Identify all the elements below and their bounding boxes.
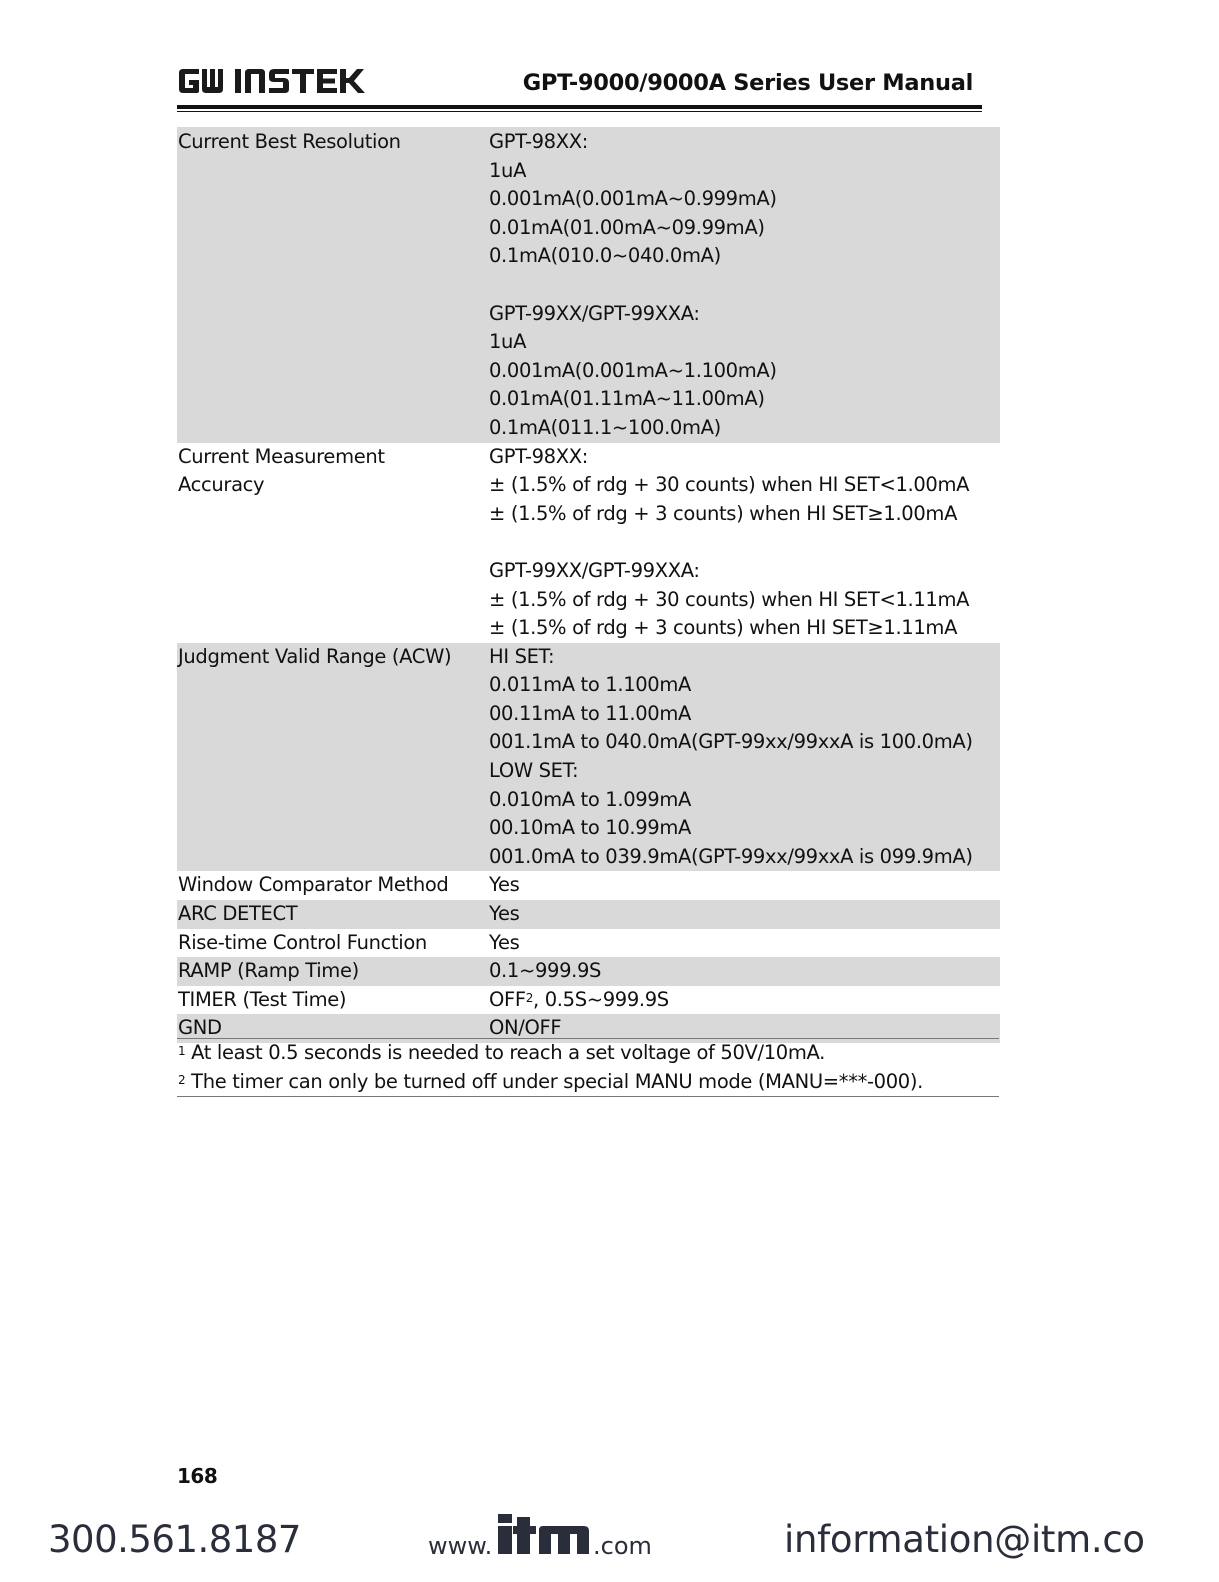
spec-row-window-comparator — [177, 871, 1000, 900]
spec-value: ON/OFF — [489, 1014, 1000, 1043]
spec-label: Rise-time Control Function — [178, 930, 427, 954]
spec-value: GPT-98XX: 1uA 0.001mA(0.001mA~0.999mA) 0.01mA(01.00mA~09.99mA) 0.1mA(010.0~040.0mA) GPT-99XX/GPT-99XXA: 1uA 0.001mA(0.001mA~1.100mA) 0.01mA(01.11mA~11.00mA) 0.1mA(011.1~100.0mA) — [489, 127, 1000, 443]
spec-label: GND — [177, 1014, 489, 1043]
spec-table — [177, 127, 1000, 1043]
spec-row-rise-time-control — [177, 929, 1000, 958]
spec-label: Judgment Valid Range (ACW) — [177, 643, 489, 872]
footer-phone: 300.561.8187 — [48, 1518, 301, 1561]
header-rule-thin — [177, 111, 982, 112]
page-number: 168 — [177, 1464, 218, 1488]
gw-instek-logo — [177, 66, 373, 96]
spec-label: TIMER (Test Time) — [178, 987, 347, 1011]
itm-logo — [496, 1512, 592, 1558]
spec-value: Yes — [489, 900, 1000, 929]
spec-row-arc-detect — [177, 900, 1000, 929]
footnote-2: $^2$ The timer can only be turned off under special MANU mode (MANU=***-000). — [178, 1069, 923, 1093]
spec-value: Yes — [489, 873, 520, 897]
spec-row-ramp — [177, 957, 1000, 986]
spec-label: ARC DETECT — [177, 900, 489, 929]
spec-value: GPT-98XX: ± (1.5% of rdg + 30 counts) when HI SET<1.00mA ± (1.5% of rdg + 3 counts) when HI SET≥1.00mA GPT-99XX/GPT-99XXA: ± (1.5% of rdg + 30 counts) when HI SET<1.11mA ± (1.5% of rdg + 3 counts) when HI SET≥1.11mA — [489, 444, 970, 640]
page-header — [177, 62, 982, 114]
spec-label: RAMP (Ramp Time) — [177, 957, 489, 986]
spec-value: OFF$^2$, 0.5S~999.9S — [489, 987, 669, 1011]
spec-label: Current Best Resolution — [177, 127, 489, 443]
footnote-1: $^1$ At least 0.5 seconds is needed to reach a set voltage of 50V/10mA. — [178, 1041, 825, 1064]
header-rule — [177, 105, 982, 109]
footnote-ref: 2 — [525, 990, 534, 1005]
footer-email[interactable]: information@itm.co — [784, 1518, 1145, 1561]
page-footer — [0, 1512, 1219, 1572]
spec-row-current-best-resolution — [177, 127, 1000, 443]
spec-label: Window Comparator Method — [178, 873, 449, 897]
spec-value: HI SET: 0.011mA to 1.100mA 00.11mA to 11.00mA 001.1mA to 040.0mA(GPT-99xx/99xxA is 100.0mA) LOW SET: 0.010mA to 1.099mA 00.10mA to 10.99mA 001.0mA to 039.9mA(GPT-99xx/99xxA is 099.9mA) — [489, 643, 1000, 872]
footer-web-suffix: .com — [593, 1532, 652, 1560]
footer-web-prefix: www. — [428, 1532, 493, 1560]
spec-row-current-measurement-accuracy — [177, 443, 1000, 643]
manual-title: GPT-9000/9000A Series User Manual — [522, 70, 973, 96]
spec-value: 0.1~999.9S — [489, 957, 1000, 986]
spec-value: Yes — [489, 930, 520, 954]
footnotes — [177, 1038, 999, 1097]
spec-row-judgment-valid-range — [177, 643, 1000, 872]
spec-row-timer — [177, 986, 1000, 1015]
spec-label: Current Measurement Accuracy — [178, 444, 385, 497]
